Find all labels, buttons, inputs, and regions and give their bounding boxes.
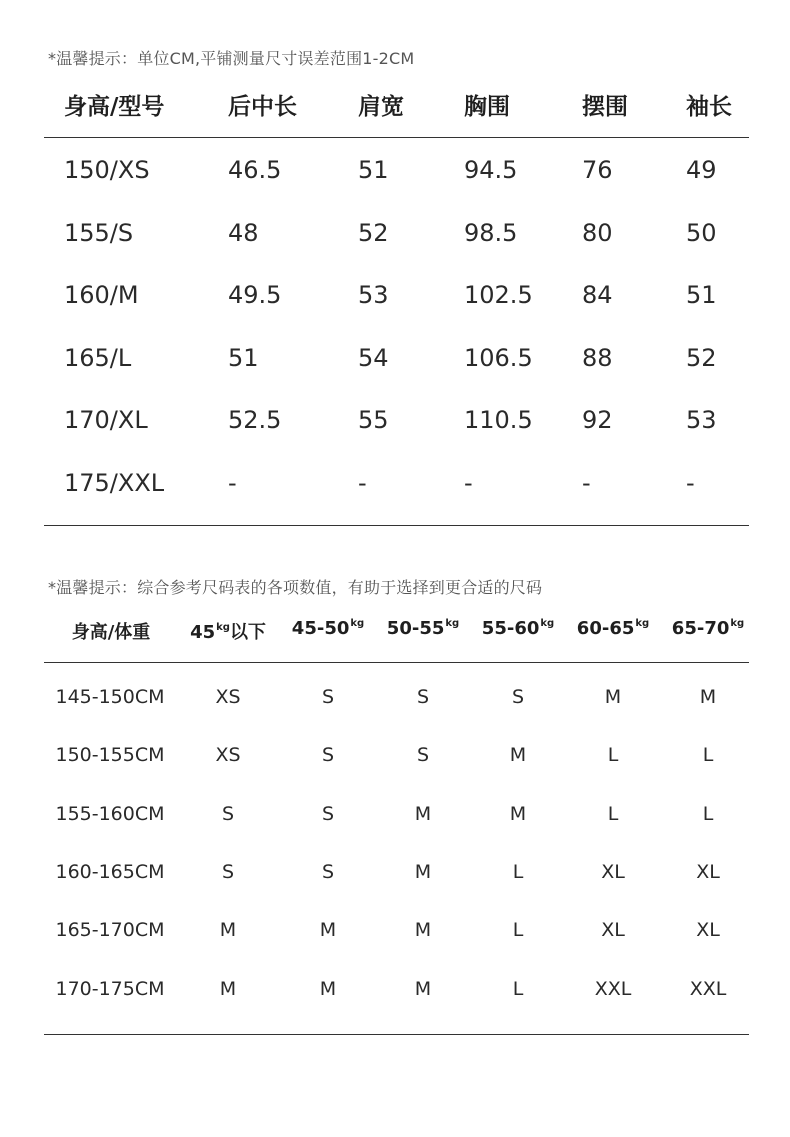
recommended-size-cell: L (512, 978, 524, 1000)
recommended-size-cell: M (414, 803, 432, 825)
row-label-height: 165-170CM (55, 919, 165, 941)
measurement-cell: - (358, 469, 367, 497)
recommended-size-cell: M (414, 978, 432, 1000)
header-weight-value: 身高/体重 (71, 622, 151, 643)
row-label-size: 160/M (64, 281, 139, 309)
header-cell-weight-range (672, 618, 744, 639)
table1-header-divider (44, 137, 749, 138)
recommended-size-cell: M (319, 919, 337, 941)
measurement-cell: 110.5 (464, 406, 533, 434)
measurement-cell: 49 (686, 156, 717, 184)
measurement-cell: - (228, 469, 237, 497)
header-weight-value: 50-55 (386, 618, 445, 639)
recommended-size-cell: S (416, 686, 430, 708)
row-label-size: 155/S (64, 219, 134, 247)
recommended-size-cell: S (221, 861, 235, 883)
header-cell-chest: 胸围 (464, 94, 510, 120)
header-cell-sleeve: 袖长 (686, 94, 732, 120)
row-label-size: 175/XXL (64, 469, 165, 497)
recommended-size-cell: XL (696, 919, 720, 941)
recommended-size-cell: S (321, 861, 335, 883)
recommended-size-cell: M (509, 803, 527, 825)
header-cell-weight-range (387, 618, 459, 639)
header-cell-weight-range (190, 618, 266, 644)
measurement-cell: 51 (228, 344, 259, 372)
header-weight-unit: kg (216, 622, 230, 633)
row-label-size: 165/L (64, 344, 132, 372)
table2-header-divider (44, 662, 749, 663)
header-weight-unit: kg (445, 618, 460, 629)
measurement-cell: 88 (582, 344, 613, 372)
recommended-size-cell: L (607, 803, 619, 825)
row-label-height: 160-165CM (55, 861, 165, 883)
recommended-size-cell: M (699, 686, 717, 708)
measurement-cell: 52 (358, 219, 389, 247)
measurement-cell: 53 (358, 281, 389, 309)
measurement-cell: 52 (686, 344, 717, 372)
recommended-size-cell: L (702, 744, 714, 766)
header-cell-weight-range (577, 618, 649, 639)
measurement-cell: 51 (686, 281, 717, 309)
recommended-size-cell: M (604, 686, 622, 708)
row-label-size: 170/XL (64, 406, 148, 434)
recommended-size-cell: M (219, 978, 237, 1000)
recommended-size-cell: S (321, 803, 335, 825)
measurement-cell: 106.5 (464, 344, 533, 372)
row-label-height: 150-155CM (55, 744, 165, 766)
measurement-cell: 84 (582, 281, 613, 309)
recommended-size-cell: M (414, 861, 432, 883)
header-weight-value: 45-50 (291, 618, 350, 639)
recommended-size-cell: L (702, 803, 714, 825)
recommended-size-cell: XS (215, 686, 241, 708)
recommended-size-cell: S (416, 744, 430, 766)
recommended-size-cell: S (221, 803, 235, 825)
table1-bottom-divider (44, 525, 749, 526)
header-cell-back-length: 后中长 (228, 94, 297, 120)
measurement-cell: 76 (582, 156, 613, 184)
measurement-cell: 53 (686, 406, 717, 434)
measurement-cell: 54 (358, 344, 389, 372)
measurement-cell: 80 (582, 219, 613, 247)
measurement-cell: 52.5 (228, 406, 282, 434)
measurement-cell: 50 (686, 219, 717, 247)
recommended-size-cell: XS (215, 744, 241, 766)
measurement-cell: 92 (582, 406, 613, 434)
size-table-note: *温馨提示：单位CM,平铺测量尺寸误差范围1-2CM (48, 49, 415, 68)
table2-bottom-divider (44, 1034, 749, 1035)
header-cell-height-weight (72, 618, 151, 644)
measurement-cell: 94.5 (464, 156, 518, 184)
header-cell-shoulder: 肩宽 (358, 94, 404, 120)
recommended-size-cell: L (512, 861, 524, 883)
header-weight-value: 60-65 (576, 618, 635, 639)
header-cell-weight-range (292, 618, 364, 639)
row-label-height: 155-160CM (55, 803, 165, 825)
header-weight-suffix: 以下 (229, 622, 266, 643)
header-weight-unit: kg (350, 618, 365, 629)
header-cell-weight-range (482, 618, 554, 639)
recommended-size-cell: M (319, 978, 337, 1000)
recommended-size-cell: L (512, 919, 524, 941)
measurement-cell: - (464, 469, 473, 497)
recommend-table-note: *温馨提示：综合参考尺码表的各项数值，有助于选择到更合适的尺码 (48, 578, 543, 597)
header-weight-unit: kg (540, 618, 555, 629)
measurement-cell: 51 (358, 156, 389, 184)
measurement-cell: - (582, 469, 591, 497)
measurement-cell: 102.5 (464, 281, 533, 309)
recommended-size-cell: S (321, 686, 335, 708)
recommended-size-cell: XL (601, 861, 625, 883)
measurement-cell: 48 (228, 219, 259, 247)
header-weight-value: 55-60 (481, 618, 540, 639)
row-label-height: 170-175CM (55, 978, 165, 1000)
recommended-size-cell: XXL (689, 978, 727, 1000)
recommended-size-cell: S (321, 744, 335, 766)
recommended-size-cell: L (607, 744, 619, 766)
header-weight-unit: kg (730, 618, 745, 629)
recommended-size-cell: XL (696, 861, 720, 883)
recommended-size-cell: M (414, 919, 432, 941)
row-label-size: 150/XS (64, 156, 150, 184)
recommended-size-cell: M (509, 744, 527, 766)
recommended-size-cell: XL (601, 919, 625, 941)
measurement-cell: 46.5 (228, 156, 282, 184)
header-cell-hem: 摆围 (582, 94, 628, 120)
measurement-cell: 55 (358, 406, 389, 434)
recommended-size-cell: S (511, 686, 525, 708)
measurement-cell: 98.5 (464, 219, 518, 247)
header-weight-value: 65-70 (671, 618, 730, 639)
header-weight-value: 45 (190, 622, 216, 643)
header-cell-height-size: 身高/型号 (64, 94, 165, 120)
measurement-cell: 49.5 (228, 281, 282, 309)
row-label-height: 145-150CM (55, 686, 165, 708)
recommended-size-cell: XXL (594, 978, 632, 1000)
header-weight-unit: kg (635, 618, 650, 629)
recommended-size-cell: M (219, 919, 237, 941)
measurement-cell: - (686, 469, 695, 497)
